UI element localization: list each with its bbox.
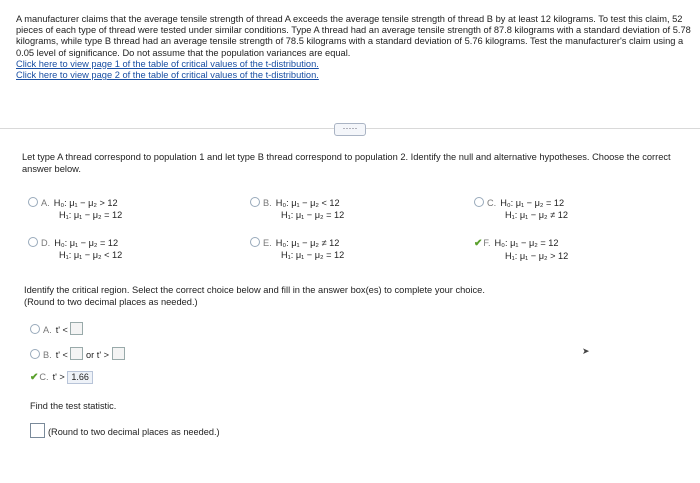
hypothesis-option-f[interactable]: ✔F. H₀: μ₁ − μ₂ = 12 H₁: μ₁ − μ₂ > 12: [474, 238, 569, 261]
radio-icon[interactable]: [28, 237, 38, 247]
radio-icon[interactable]: [474, 197, 484, 207]
critical-region-prompt: Identify the critical region. Select the correct choice below and fill in the answer box(es) to complete your choice. (Round to two decimal places as needed.): [24, 285, 485, 307]
hypothesis-option-b[interactable]: B. H₀: μ₁ − μ₂ < 12 H₁: μ₁ − μ₂ = 12: [250, 197, 344, 221]
checkmark-icon: ✔: [474, 238, 483, 249]
critical-a-input[interactable]: [70, 322, 83, 335]
hypothesis-option-e[interactable]: E. H₀: μ₁ − μ₂ ≠ 12 H₁: μ₁ − μ₂ = 12: [250, 237, 344, 261]
cursor-icon: ➤: [582, 346, 590, 356]
critical-option-c[interactable]: ✔C. t' > 1.66: [30, 371, 93, 384]
hypothesis-option-c[interactable]: C. H₀: μ₁ − μ₂ = 12 H₁: μ₁ − μ₂ ≠ 12: [474, 197, 568, 221]
problem-statement: [16, 14, 692, 81]
checkmark-icon: ✔: [30, 372, 39, 383]
radio-icon[interactable]: [250, 237, 260, 247]
test-statistic-row: (Round to two decimal places as needed.): [30, 423, 220, 438]
radio-icon[interactable]: [250, 197, 260, 207]
hypotheses-prompt: Let type A thread correspond to population 1 and let type B thread correspond to population 2. Identify the null and alternative hypotheses. Choose the correct answer below.: [22, 152, 671, 174]
expand-button[interactable]: ·····: [334, 123, 366, 136]
t-table-page2-link[interactable]: Click here to view page 2 of the table of critical values of the t-distribution.: [16, 70, 319, 81]
problem-text: A manufacturer claims that the average tensile strength of thread A exceeds the average tensile strength of thread B by at least 12 kilograms. To test this claim, 52 pieces of each type of thread were tested under similar conditions. Type A thread had an average tensile strength of 87.8 kilograms with a standard deviation of 5.78 kilograms, while type B thread had an average tensile strength of 78.5 kilograms with a standard deviation of 5.76 kilograms. Test the manufacturer's claim using a 0.05 level of significance. Do not assume that the population variances are equal.: [16, 14, 691, 58]
radio-icon[interactable]: [28, 197, 38, 207]
critical-b-lower-input[interactable]: [70, 347, 83, 360]
critical-c-answer[interactable]: 1.66: [67, 371, 93, 384]
test-statistic-prompt: Find the test statistic.: [30, 401, 117, 411]
radio-icon[interactable]: [30, 349, 40, 359]
test-statistic-input[interactable]: [30, 423, 45, 438]
critical-option-b[interactable]: B. t' < or t' >: [30, 347, 125, 361]
t-table-page1-link[interactable]: Click here to view page 1 of the table of critical values of the t-distribution.: [16, 58, 319, 69]
radio-icon[interactable]: [30, 324, 40, 334]
critical-b-upper-input[interactable]: [112, 347, 125, 360]
hypothesis-option-d[interactable]: D. H₀: μ₁ − μ₂ = 12 H₁: μ₁ − μ₂ < 12: [28, 237, 122, 261]
critical-option-a[interactable]: A. t' <: [30, 322, 83, 336]
hypothesis-option-a[interactable]: A. H₀: μ₁ − μ₂ > 12 H₁: μ₁ − μ₂ = 12: [28, 197, 122, 221]
